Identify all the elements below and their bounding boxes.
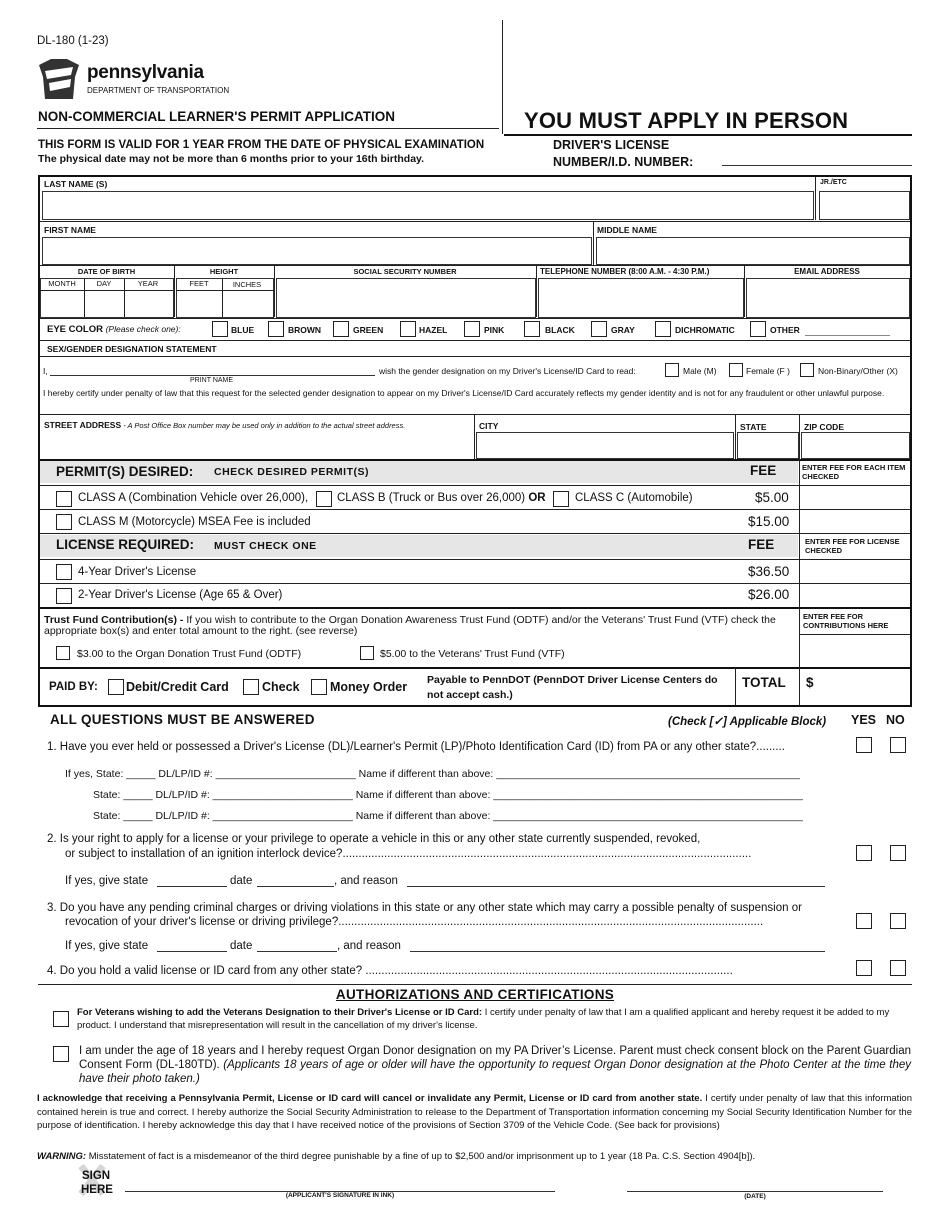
veterans-text xyxy=(77,1007,911,1032)
questions-title: ALL QUESTIONS MUST BE ANSWERED xyxy=(50,712,315,727)
first-name-input[interactable] xyxy=(42,237,592,265)
q2-no-checkbox[interactable] xyxy=(890,845,906,861)
q2-reason-label: , and reason xyxy=(334,875,398,887)
jr-input[interactable] xyxy=(819,191,910,220)
zip-input[interactable] xyxy=(801,432,910,459)
date-caption: (DATE) xyxy=(744,1193,766,1200)
gender-i: I, xyxy=(43,366,48,376)
q3-reason-input[interactable] xyxy=(410,951,825,952)
email-input[interactable] xyxy=(746,278,910,318)
brand-name: pennsylvania xyxy=(87,62,204,83)
question-2b: or subject to installation of an ignition interlock device?................................................................................................................................ xyxy=(65,848,752,860)
row-divider xyxy=(40,318,910,319)
card-checkbox[interactable] xyxy=(108,679,124,695)
yes-header: YES xyxy=(851,713,877,727)
trust-fee-input[interactable] xyxy=(801,636,908,665)
trust-title: Trust Fund Contribution(s) - xyxy=(44,614,184,626)
dl-number-input[interactable] xyxy=(722,165,912,166)
year-label: YEAR xyxy=(137,279,159,288)
four-year-checkbox[interactable] xyxy=(56,564,72,580)
last-name-input[interactable] xyxy=(42,191,814,220)
question-1: 1. Have you ever held or possessed a Driver's License (DL)/Learner's Permit (LP)/Photo Identification Card (ID) from PA or any other state?......... xyxy=(47,741,785,753)
total-divider xyxy=(735,667,736,706)
q2-reason-input[interactable] xyxy=(407,886,825,887)
eye-hazel-checkbox[interactable] xyxy=(400,321,416,337)
dl-number-label-2: NUMBER/I.D. NUMBER: xyxy=(553,155,694,169)
fee-four-input[interactable] xyxy=(801,561,908,582)
money-order-label: Money Order xyxy=(330,680,408,694)
eye-black-checkbox[interactable] xyxy=(524,321,540,337)
veterans-checkbox[interactable] xyxy=(53,1011,69,1027)
eye-brown-checkbox[interactable] xyxy=(268,321,284,337)
in-person-underline xyxy=(504,134,912,136)
q1-detail-row-1[interactable]: If yes, State: _____ DL/LP/ID #: ________________________ Name if different than above: ____________________________________________________ xyxy=(65,768,800,780)
header-divider xyxy=(502,20,503,134)
vtf-checkbox[interactable] xyxy=(360,646,374,660)
eye-gray-checkbox[interactable] xyxy=(591,321,607,337)
gender-female-label: Female (F ) xyxy=(746,366,790,376)
money-order-checkbox[interactable] xyxy=(311,679,327,695)
fee-m: $15.00 xyxy=(748,514,790,529)
middle-name-label: MIDDLE NAME xyxy=(597,225,657,235)
check-checkbox[interactable] xyxy=(243,679,259,695)
check-note: (Check [✓] Applicable Block) xyxy=(668,716,827,728)
eye-pink-checkbox[interactable] xyxy=(464,321,480,337)
date-input[interactable] xyxy=(627,1191,883,1192)
permits-fee-header: FEE xyxy=(750,463,777,478)
gender-certify: I hereby certify under penalty of law that this request for the selected gender designation to appear on my Driver's License/ID Card accurately reflects my gender identity and is not for any fraudulent or other unlawful purpose. xyxy=(43,388,885,398)
q3-state-label: If yes, give state xyxy=(65,940,149,952)
eye-color-title: EYE COLOR xyxy=(47,324,103,335)
eye-blue-checkbox[interactable] xyxy=(212,321,228,337)
check-label: Check xyxy=(262,680,300,694)
eye-green-checkbox[interactable] xyxy=(333,321,349,337)
print-name-input[interactable] xyxy=(50,375,375,376)
street-input[interactable] xyxy=(40,415,473,458)
license-subtitle: MUST CHECK ONE xyxy=(214,540,317,552)
q4-yes-checkbox[interactable] xyxy=(856,960,872,976)
jr-label: JR./ETC xyxy=(820,179,847,186)
license-fee-header: FEE xyxy=(748,537,775,552)
row-divider xyxy=(40,559,910,560)
day-label: DAY xyxy=(96,279,112,288)
eye-color-label xyxy=(47,324,181,335)
paid-by-label: PAID BY: xyxy=(49,681,98,693)
valid-note: THIS FORM IS VALID FOR 1 YEAR FROM THE DATE OF PHYSICAL EXAMINATION xyxy=(38,139,485,151)
title-underline xyxy=(37,128,499,129)
eye-color-hint: (Please check one): xyxy=(105,324,181,334)
q3-state-input[interactable] xyxy=(157,951,227,952)
feet-label: FEET xyxy=(189,279,209,288)
auth-title: AUTHORIZATIONS AND CERTIFICATIONS xyxy=(335,987,615,1002)
physical-note: The physical date may not be more than 6 months prior to your 16th birthday. xyxy=(38,153,425,165)
two-year-label: 2-Year Driver's License (Age 65 & Over) xyxy=(78,589,283,601)
class-b-text xyxy=(337,492,546,504)
class-a-label: CLASS A (Combination Vehicle over 26,000), xyxy=(78,492,309,504)
street-title: STREET ADDRESS xyxy=(44,420,122,430)
organ-donor-text xyxy=(79,1044,911,1086)
q3-date-label: date xyxy=(230,940,253,952)
q3-yes-checkbox[interactable] xyxy=(856,913,872,929)
keystone-logo-icon xyxy=(37,57,81,101)
q1-detail-row-2[interactable]: State: _____ DL/LP/ID #: ________________________ Name if different than above: _____________________________________________________ xyxy=(93,789,803,801)
fee-m-input[interactable] xyxy=(801,511,908,532)
eye-other-checkbox[interactable] xyxy=(750,321,766,337)
zip-label: ZIP CODE xyxy=(804,422,844,432)
middle-name-input[interactable] xyxy=(596,237,910,265)
fee-two-input[interactable] xyxy=(801,585,908,606)
row-divider xyxy=(40,485,910,486)
gender-title: SEX/GENDER DESIGNATION STATEMENT xyxy=(47,344,217,354)
total-divider xyxy=(799,667,800,706)
cell-divider xyxy=(735,414,736,459)
dob-subline xyxy=(40,290,173,291)
permits-title: PERMIT(S) DESIRED: xyxy=(56,464,194,479)
class-a-checkbox[interactable] xyxy=(56,491,72,507)
form-code: DL-180 (1-23) xyxy=(37,35,109,47)
print-name-label: PRINT NAME xyxy=(190,377,234,384)
city-input[interactable] xyxy=(476,432,734,459)
class-m-label: CLASS M (Motorcycle) MSEA Fee is included xyxy=(78,516,311,528)
eye-dichromatic-label: DICHROMATIC xyxy=(675,325,735,335)
class-m-checkbox[interactable] xyxy=(56,514,72,530)
q1-no-checkbox[interactable] xyxy=(890,737,906,753)
fee-abc-input[interactable] xyxy=(801,487,908,508)
cell-divider xyxy=(474,414,475,459)
first-name-label: FIRST NAME xyxy=(44,225,96,235)
height-subline xyxy=(176,290,274,291)
street-hint: - A Post Office Box number may be used only in addition to the actual street address. xyxy=(121,421,406,430)
state-label: STATE xyxy=(740,422,767,432)
trust-body: If you wish to contribute to the Organ Donation Awareness Trust Fund (ODTF) and/or the Veterans' Trust Fund (VTF) check the appropriate box(s) and enter total amount to the right. (see reverse) xyxy=(44,614,776,637)
q2-state-input[interactable] xyxy=(157,886,227,887)
two-year-checkbox[interactable] xyxy=(56,588,72,604)
fee-subline xyxy=(799,634,910,635)
permits-subtitle: CHECK DESIRED PERMIT(S) xyxy=(214,466,370,478)
fee-four: $36.50 xyxy=(748,564,790,579)
class-c-checkbox[interactable] xyxy=(553,491,569,507)
q2-yes-checkbox[interactable] xyxy=(856,845,872,861)
fee-abc: $5.00 xyxy=(755,490,789,505)
acknowledgement-body: I certify under penalty of law that this information contained herein is true and correct. I hereby authorize the Social Security Administration to release to the Department of Transportation information concerning my Social Security Identification Number for the purpose of identification. I hereby acknowledge this day that I have received notice of the provisions of Section 3709 of the Vehicle Code. (See back for provisions) xyxy=(37,1093,912,1132)
question-3a: 3. Do you have any pending criminal charges or driving violations in this state or any other state which may carry a possible penalty of suspension or xyxy=(47,902,802,914)
ssn-input[interactable] xyxy=(276,278,536,318)
phone-input[interactable] xyxy=(538,278,744,318)
row-divider xyxy=(40,509,910,510)
row-divider xyxy=(40,533,910,534)
warning-text xyxy=(37,1151,755,1162)
phone-label: TELEPHONE NUMBER (8:00 A.M. - 4:30 P.M.) xyxy=(540,267,710,276)
q3-no-checkbox[interactable] xyxy=(890,913,906,929)
question-4: 4. Do you hold a valid license or ID card from any other state? ................................................................................................................... xyxy=(47,965,733,977)
eye-green-label: GREEN xyxy=(353,325,384,335)
dl-number-label-1: DRIVER'S LICENSE xyxy=(553,138,670,152)
trust-enter-fee: ENTER FEE FOR CONTRIBUTIONS HERE xyxy=(803,612,889,630)
question-3b: revocation of your driver's license or driving privilege?..................................................................................................................................... xyxy=(65,916,764,928)
cell-divider xyxy=(799,414,800,459)
gender-male-checkbox[interactable] xyxy=(665,363,679,377)
signature-caption: (APPLICANT'S SIGNATURE IN INK) xyxy=(285,1192,395,1199)
eye-brown-label: BROWN xyxy=(288,325,322,335)
dob-label: DATE OF BIRTH xyxy=(77,267,136,276)
eye-blue-label: BLUE xyxy=(231,325,255,335)
organ-donor-body: I am under the age of 18 years and I hereby request Organ Donor designation on my PA Driver’s License. Parent must check consent block on the Parent Guardian Consent Form (DL-180TD). xyxy=(79,1045,911,1071)
q2-date-input[interactable] xyxy=(257,886,334,887)
email-label: EMAIL ADDRESS xyxy=(794,267,860,276)
total-dollar: $ xyxy=(806,675,814,690)
jr-divider xyxy=(815,177,816,220)
eye-hazel-label: HAZEL xyxy=(419,325,448,335)
inches-label: INCHES xyxy=(232,280,262,289)
q4-no-checkbox[interactable] xyxy=(890,960,906,976)
section-divider xyxy=(40,607,910,609)
or-label: OR xyxy=(528,492,546,504)
trust-text xyxy=(44,615,796,637)
height-label: HEIGHT xyxy=(209,267,239,276)
row-divider xyxy=(40,340,910,341)
row-divider xyxy=(40,583,910,584)
city-label: CITY xyxy=(479,421,499,431)
section-divider xyxy=(40,667,910,669)
eye-other-input[interactable] xyxy=(805,335,890,336)
row-divider xyxy=(40,221,910,222)
apply-in-person: YOU MUST APPLY IN PERSON xyxy=(524,108,849,133)
license-title: LICENSE REQUIRED: xyxy=(56,537,195,552)
row-divider xyxy=(40,356,910,357)
odtf-checkbox[interactable] xyxy=(56,646,70,660)
veterans-body: I certify under penalty of law that I am a qualified applicant and hereby request it be added to my product. I understand that misrepresentation will result in the cancellation of my driver's license. xyxy=(77,1007,890,1031)
class-b-checkbox[interactable] xyxy=(316,491,332,507)
class-b-label: CLASS B (Truck or Bus over 26,000) xyxy=(337,492,526,504)
eye-dichromatic-checkbox[interactable] xyxy=(655,321,671,337)
gender-nonbinary-checkbox[interactable] xyxy=(800,363,814,377)
eye-gray-label: GRAY xyxy=(611,325,635,335)
warning-body: Misstatement of fact is a misdemeanor of the third degree punishable by a fine of up to $2,500 and/or imprisonment up to 1 year (18 Pa. C.S. Section 4904[b]). xyxy=(86,1151,756,1162)
card-label: Debit/Credit Card xyxy=(126,680,229,694)
odtf-label: $3.00 to the Organ Donation Trust Fund (ODTF) xyxy=(77,648,302,660)
q3-date-input[interactable] xyxy=(257,951,337,952)
middle-divider xyxy=(593,221,594,265)
auth-divider xyxy=(38,984,912,985)
cell-divider xyxy=(536,265,537,317)
eye-other-label: OTHER xyxy=(770,325,800,335)
total-label: TOTAL xyxy=(742,675,786,690)
state-input[interactable] xyxy=(737,432,799,459)
vtf-label: $5.00 to the Veterans' Trust Fund (VTF) xyxy=(380,648,565,660)
dob-row xyxy=(40,265,910,317)
organ-donor-checkbox[interactable] xyxy=(53,1046,69,1062)
no-header: NO xyxy=(886,713,905,727)
q3-reason-label: , and reason xyxy=(337,940,401,952)
fee-two: $26.00 xyxy=(748,587,790,602)
q1-yes-checkbox[interactable] xyxy=(856,737,872,753)
permits-enter-fee: ENTER FEE FOR EACH ITEM CHECKED xyxy=(802,463,906,481)
here-label: HERE xyxy=(81,1184,113,1196)
fee-column-divider xyxy=(799,607,800,667)
payable-note: Payable to PennDOT (PennDOT Driver License Centers do not accept cash.) xyxy=(427,674,718,701)
total-input[interactable] xyxy=(818,670,908,704)
gender-female-checkbox[interactable] xyxy=(729,363,743,377)
question-2a: 2. Is your right to apply for a license or your privilege to operate a vehicle in this or any other state currently suspended, revoked, xyxy=(47,833,701,845)
veterans-bold: For Veterans wishing to add the Veterans Designation to their Driver's License or ID Card: xyxy=(77,1007,483,1018)
eye-black-label: BLACK xyxy=(545,325,575,335)
license-enter-fee: ENTER FEE FOR LICENSE CHECKED xyxy=(805,537,900,555)
gender-male-label: Male (M) xyxy=(683,366,717,376)
form-title: NON-COMMERCIAL LEARNER'S PERMIT APPLICATION xyxy=(38,109,395,124)
class-c-label: CLASS C (Automobile) xyxy=(575,492,693,504)
ssn-label: SOCIAL SECURITY NUMBER xyxy=(353,267,457,276)
acknowledgement-bold: I acknowledge that receiving a Pennsylvania Permit, License or ID card will cancel or invalidate any Permit, License or ID card from another state. xyxy=(37,1093,703,1104)
gender-wish: wish the gender designation on my Driver's License/ID Card to read: xyxy=(379,366,636,376)
organ-donor-italic: (Applicants 18 years of age or older will have the opportunity to request Organ Donor designation at the Photo Center at the time they have their photo taken.) xyxy=(79,1059,911,1085)
last-name-label: LAST NAME (S) xyxy=(44,179,108,189)
q2-state-label: If yes, give state xyxy=(65,875,149,887)
month-label: MONTH xyxy=(48,279,76,288)
q1-detail-row-3[interactable]: State: _____ DL/LP/ID #: ________________________ Name if different than above: _____________________________________________________ xyxy=(93,810,803,822)
four-year-label: 4-Year Driver's License xyxy=(78,566,197,578)
acknowledgement-text xyxy=(37,1092,912,1133)
dept-name: DEPARTMENT OF TRANSPORTATION xyxy=(87,86,230,95)
q2-date-label: date xyxy=(230,875,253,887)
eye-pink-label: PINK xyxy=(484,325,505,335)
warning-label: WARNING: xyxy=(37,1151,87,1162)
sign-label: SIGN xyxy=(82,1170,111,1182)
gender-nonbinary-label: Non-Binary/Other (X) xyxy=(818,366,898,376)
